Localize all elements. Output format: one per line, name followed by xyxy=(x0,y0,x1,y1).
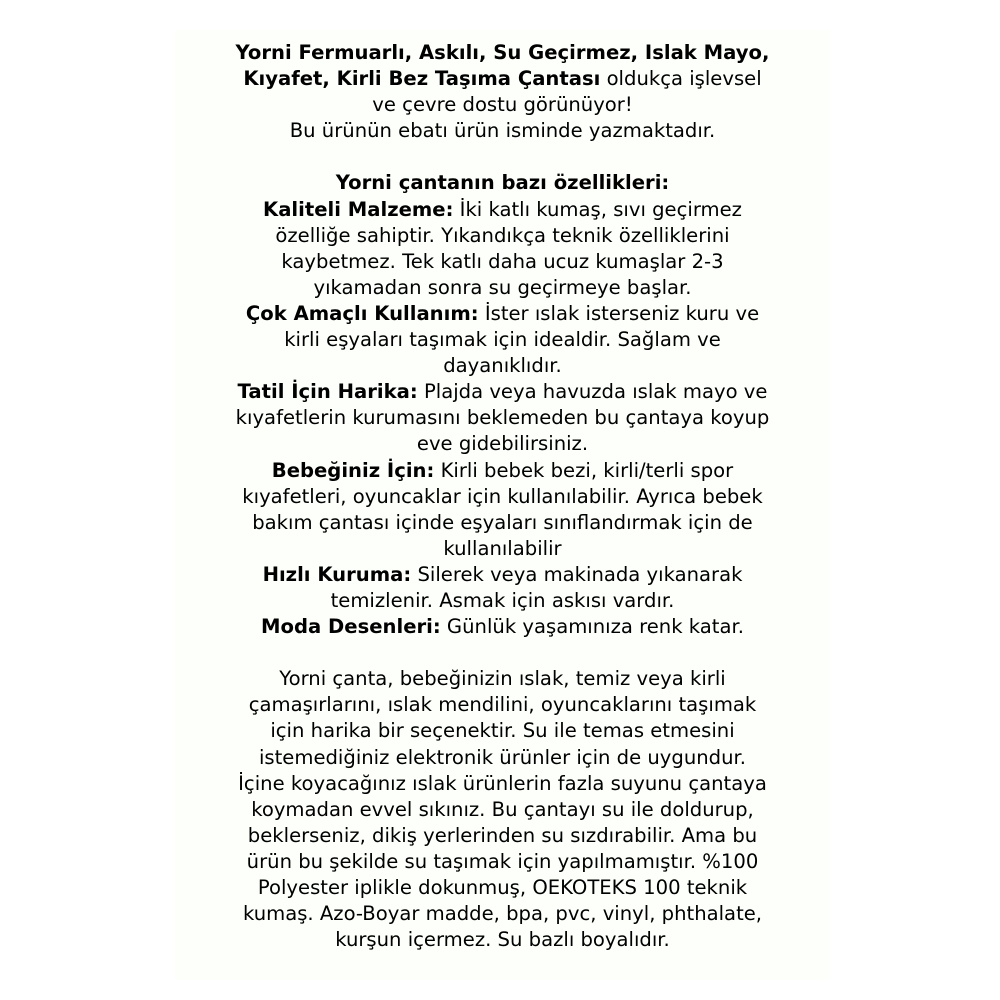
feature-quickdry-label: Hızlı Kuruma: xyxy=(262,562,412,586)
intro-line-4: Bu ürünün ebatı ürün isminde yazmaktadır. xyxy=(289,119,716,143)
feature-quickdry-text: Silerek veya makinada yıkanarak xyxy=(411,562,743,586)
closing-line: kumaş. Azo-Boyar madde, bpa, pvc, vinyl, phthalate, xyxy=(242,902,763,926)
spacer xyxy=(175,640,830,666)
closing-line: Yorni çanta, bebeğinizin ıslak, temiz veya kirli xyxy=(279,667,726,691)
feature-holiday-text: Plajda veya havuzda ıslak mayo ve xyxy=(417,380,768,404)
intro-section xyxy=(175,40,830,144)
closing-line: için harika bir seçenektir. Su ile temas etmesini xyxy=(270,719,735,743)
feature-quality-line-2: özelliğe sahiptir. Yıkandıkça teknik özelliklerini xyxy=(275,223,730,247)
feature-fashion-text: Günlük yaşamınıza renk katar. xyxy=(440,615,744,639)
feature-baby-label: Bebeğiniz İçin: xyxy=(271,458,435,482)
feature-quickdry-line-2: temizlenir. Asmak için askısı vardır. xyxy=(330,588,675,612)
features-heading: Yorni çantanın bazı özellikleri: xyxy=(335,171,670,195)
feature-holiday-line-2: kıyafetlerin kurumasını beklemeden bu çantaya koyup xyxy=(235,406,770,430)
product-title-part-2: Kıyafet, Kirli Bez Taşıma Çantası xyxy=(243,67,601,91)
feature-multipurpose-line-2: kirli eşyaları taşımak için idealdir. Sağlam ve xyxy=(284,328,721,352)
closing-line: İçine koyacağınız ıslak ürünlerin fazla suyunu çantaya xyxy=(238,771,767,795)
feature-baby-line-4: kullanılabilir xyxy=(443,536,562,560)
feature-baby-line-2: kıyafetleri, oyuncaklar için kullanılabilir. Ayrıca bebek xyxy=(242,484,763,508)
feature-fashion-label: Moda Desenleri: xyxy=(261,615,441,639)
product-title-part-1: Yorni Fermuarlı, Askılı, Su Geçirmez, Islak Mayo, xyxy=(235,41,770,64)
feature-quality-line-4: yıkamadan sonra su geçirmeye başlar. xyxy=(313,275,692,299)
feature-baby-text: Kirli bebek bezi, kirli/terli spor xyxy=(434,458,734,482)
closing-line: Polyester iplikle dokunmuş, OEKOTEKS 100 teknik xyxy=(257,876,748,899)
closing-line: kurşun içermez. Su bazlı boyalıdır. xyxy=(335,928,670,952)
closing-line: beklerseniz, dikiş yerlerinden su sızdırabilir. Ama bu xyxy=(247,823,758,847)
features-heading-line xyxy=(175,170,830,196)
closing-line: istemediğiniz elektronik ürünler için de uygundur. xyxy=(258,745,747,769)
feature-fashion-line-1 xyxy=(175,614,830,640)
feature-quality-label: Kaliteli Malzeme: xyxy=(263,197,454,221)
feature-holiday-line-1 xyxy=(175,379,830,405)
document-page xyxy=(175,30,830,980)
feature-holiday-label: Tatil İçin Harika: xyxy=(237,380,418,404)
feature-quality-line-1 xyxy=(175,197,830,223)
features-section xyxy=(175,170,830,640)
feature-multipurpose-label: Çok Amaçlı Kullanım: xyxy=(245,301,479,325)
intro-text-1: oldukça işlevsel xyxy=(600,67,762,91)
feature-quickdry-line-1 xyxy=(175,562,830,588)
feature-multipurpose-line-1 xyxy=(175,301,830,327)
closing-line: çamaşırlarını, ıslak mendilini, oyuncaklarını taşımak xyxy=(248,693,757,717)
intro-line-1 xyxy=(175,40,830,66)
closing-section xyxy=(175,666,830,953)
feature-holiday-line-3: eve gidebilirsiniz. xyxy=(416,432,589,456)
intro-line-3: ve çevre dostu görünüyor! xyxy=(372,93,633,117)
feature-multipurpose-text: İster ıslak isterseniz kuru ve xyxy=(478,301,760,325)
feature-baby-line-1 xyxy=(175,458,830,484)
feature-baby-line-3: bakım çantası içinde eşyaları sınıflandırmak için de xyxy=(252,510,753,534)
spacer xyxy=(175,144,830,170)
closing-line: koymadan evvel sıkınız. Bu çantayı su ile doldurup, xyxy=(251,797,754,821)
intro-line-2 xyxy=(175,66,830,92)
closing-line: ürün bu şekilde su taşımak için yapılmamıştır. %100 xyxy=(246,849,759,873)
feature-quality-text: İki katlı kumaş, sıvı geçirmez xyxy=(453,197,742,221)
feature-multipurpose-line-3: dayanıklıdır. xyxy=(443,354,562,378)
document-body xyxy=(175,40,830,953)
feature-quality-line-3: kaybetmez. Tek katlı daha ucuz kumaşlar 2-3 xyxy=(281,249,724,273)
